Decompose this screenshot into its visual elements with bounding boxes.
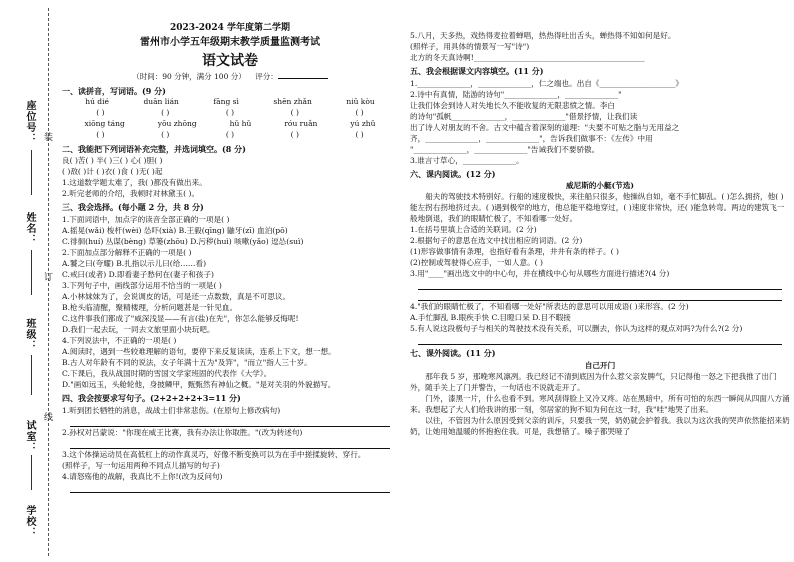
answer-box[interactable]: ( ) [290, 108, 299, 118]
question-line: 3.用"____"画出选文中的中心句，并在横线中心句从哪些方面进行描述?(4 分) [410, 269, 670, 279]
seat-number-line [31, 150, 32, 195]
pinyin-item: yōu zhōng [157, 119, 197, 129]
question-line: 3.下列句子中，画线部分运用不恰当的一项是( ) [62, 281, 222, 290]
class-line [31, 355, 32, 395]
pinyin-item: hǔ hǔ [229, 119, 252, 129]
name-label: 姓名： [24, 212, 35, 245]
passage-title: 威尼斯的小艇(节选) [566, 181, 634, 191]
left-content [62, 86, 398, 493]
pinyin-row [62, 119, 398, 130]
section-heading: 三、我会选择。(每小题 2 分，共 8 分) [62, 202, 204, 213]
passage-title: 自己开门 [584, 360, 616, 370]
exam-room-line [31, 455, 32, 490]
question-line: D.我们一起去玩，一同去文旅里面小块玩吧。 [62, 325, 215, 334]
answer-line[interactable] [418, 334, 782, 345]
question-line: (照样子，用具体的情景写一写"诗") [410, 42, 530, 51]
question-line: B.古人对年龄有不同的说法，女子年满十五为"及笄"，"而立"指人三十岁。 [62, 358, 312, 367]
exam-year: 2023-2024 学年度第二学期 [170, 23, 290, 33]
question-line: 让我们体会到诗人对失地长久不能收复的无限悲愤之情。李白 [410, 100, 616, 110]
question-line: ( )敌( )计 ( )衣( )食 ( )无( )起 [62, 167, 163, 177]
exam-room-label: 试室： [24, 420, 35, 453]
question-line: "______________，______________"告诫我们不要骄傲。 [410, 144, 600, 154]
answer-boxes-row [62, 108, 398, 119]
answer-box[interactable]: ( ) [161, 129, 170, 139]
question-line: 5.有人说这段极句子与相关的驾驶技术没有关系，可以删去，你认为这样的观点对吗?为什么?(2 分) [410, 324, 743, 334]
answer-line[interactable] [70, 482, 390, 493]
left-column [62, 0, 398, 562]
question-line: A.摇晃(wǎi) 梭杆(wèi) 怂吓(xià) B.王毅(qīng) 鼬牙(zī) 血泊(pō) [62, 226, 288, 235]
question-line: (1)形容做事情有条理，也指好看有条理，井井有条的样子。( ) [410, 247, 619, 257]
question-line: 4.请怒殇他的战解，我真比不上你!(改为反问句) [62, 471, 223, 481]
pinyin-row [62, 97, 398, 108]
section-heading: 七、课外阅读。(11 分) [410, 348, 496, 359]
question-line: 1.这道数学题太难了，我( )都没有做出来。 [62, 178, 207, 188]
question-line: B.枪头临清醒，聚精楼理，分析问题甚是一针见血。 [62, 303, 238, 312]
question-line: 4."我们的眼睛忙极了，不知看哪一处好"所表达的意思可以用成语( )来形容。(2 分) [410, 302, 689, 312]
pinyin-item: hú dié [85, 97, 109, 107]
answer-box[interactable]: ( ) [355, 129, 364, 139]
binding-mark: 装 [44, 133, 54, 143]
pinyin-item: fāng sì [213, 97, 239, 107]
seat-number-label: 座位号： [24, 100, 35, 144]
score-label: 评分： [255, 71, 278, 81]
answer-box[interactable]: ( ) [225, 108, 235, 118]
section-heading: 五、我会根据课文内容填空。(11 分) [410, 66, 544, 76]
answer-box[interactable]: ( ) [161, 108, 170, 118]
right-content [410, 30, 790, 437]
question-line: (2)控制或驾驶得心应手，一如人意。( ) [410, 258, 544, 268]
passage-paragraph: 以往，不管因为什么原因受到父亲的训斥，只要我一哭，奶奶就会护着我。我以为这次我的哭声依然能招来奶奶，让她用她温暖的怀抱抱住我。可是，我想错了。嗓子都哭哑了 [410, 415, 790, 436]
question-line: 1.下面词语中，加点字的读音全部正确的一项是( ) [62, 215, 230, 224]
pinyin-item: róu ruǎn [284, 119, 318, 129]
question-line: 2.根据句子的意思在选文中找出相应的词语。(2 分) [410, 236, 583, 246]
section-heading: 四、我会按要求写句子。(2+2+2+2+3=11 分) [62, 393, 241, 403]
answer-box[interactable]: ( ) [96, 129, 105, 139]
answer-line[interactable] [418, 279, 782, 290]
school-label: 学校： [24, 505, 35, 538]
question-line: A.手忙脚乱 B.眼疾手快 C.目瞪口呆 D.目不暇接 [410, 313, 571, 323]
question-line: A.小林妹妹为了，会说调皮的话，可是还一点数数，真是不可思议。 [62, 292, 291, 301]
question-line: 2.下面加点部分解释不正确的一项是( ) [62, 248, 192, 257]
score-field[interactable] [278, 78, 328, 79]
question-line: 4.下列说法中，不正确的一项是( ) [62, 336, 177, 345]
pinyin-item: xiōng táng [84, 119, 125, 129]
answer-line[interactable] [70, 416, 390, 427]
class-label: 班级： [24, 318, 35, 351]
passage-paragraph: 船夫的驾驶技术特别好。行船的速度极快，来往船只很多，他操纵自如，毫不手忙脚乱。( )怎么拥挤，他( )能左拐右拐地挤过去。( )遇到极窄的地方，他总能平稳地穿过，( )速度非常快，还( )能急转弯。两边的建筑飞一般地倒退，我们的眼睛忙极了，不知看哪一处好。 [410, 192, 785, 224]
question-line: 2.听完老师的介绍，我顿时对林黛玉( )。 [62, 189, 200, 199]
section-heading: 六、课内阅读。(12 分) [410, 168, 496, 179]
pinyin-item: shēn zhǎn [273, 97, 312, 107]
question-line: C.戒曰(或者) D.即看妻子愁何在(妻子和孩子) [62, 270, 214, 279]
question-line: (照样子，写一句运用两种不同点儿描写的句子) [62, 460, 220, 470]
question-line: 的诗句"孤帆______________，______________"借景抒情，让我们读 [410, 111, 638, 121]
section-heading: 二、我能把下列词语补充完整，并选词填空。(8 分) [62, 143, 246, 154]
question-line: 出了诗人对朋友的不舍。古文中蕴含着深刻的道理："夫要不可贴之脂与无用益之 [410, 122, 680, 132]
passage-paragraph: 那年我 5 岁，那晚寒风凛冽。我已经记不清到底因为什么惹父亲发脾气，只记得他一怒之下把我推了出门外，随手关上了门并警告，一句话也不说就走开了。 [410, 371, 777, 392]
question-line: 1.听到团长牺牲的消息，战战士们非常悲伤。(在原句上修改病句) [62, 405, 281, 415]
binding-strip [0, 0, 62, 562]
answer-boxes-row [62, 130, 398, 141]
answer-line[interactable] [70, 438, 390, 449]
pinyin-item: niǔ kòu [346, 97, 375, 107]
question-line: C.这件事我们都成了"威深浅显——有言(盐)在先"，你怎么能够反悔呢! [62, 314, 299, 323]
answer-box[interactable]: ( ) [355, 108, 364, 118]
right-column [410, 0, 790, 562]
question-line: A.阅读时，遇到一些较难理解的语句，要停下来反复读读，连系上下文，想一想。 [62, 347, 336, 356]
section-heading: 一、读拼音，写词语。(9 分) [62, 85, 166, 96]
question-line: 3.谁言寸草心，______________。 [410, 155, 524, 165]
question-line: 2.诗中有真情，陆游的诗句"______________，______________" [410, 89, 622, 99]
question-line: 1.在括号里填上合适的关联词。(2 分) [410, 225, 537, 235]
exam-info [62, 72, 398, 83]
question-line: C.下课后，我从战国时期的雪国文学家班固的代表作《大学》。 [62, 369, 272, 378]
question-line: 北方的冬天真诗啊!_____________________________________________ [410, 53, 645, 62]
pinyin-item: yú zhǔ [350, 119, 376, 129]
pinyin-item: duān lián [143, 97, 179, 107]
question-line: 齐，______________，______________"，告诉我们做事不：《左传》中用 [410, 133, 653, 143]
question-line: C.徘徊(huí) 丛谋(bèng) 草篓(zhōu) D.污秽(huì) 咳嗽(yǎo) 逗怂(suì) [62, 237, 304, 246]
question-line: 良( )苦( ) 半( )三( ) 心( )胆( ) [62, 156, 163, 166]
name-line [31, 250, 32, 295]
exam-organization: 雷州市小学五年级期末教学质量监测考试 [140, 37, 320, 49]
question-line: 5.八月，天多热，戏热得麦拉着蝉唱，热热得吐出舌头，蝉热得不知如何是好。 [410, 31, 676, 40]
question-line: 1.______________，______________，仁之端也。出自《____________________》 [410, 78, 684, 88]
answer-line[interactable] [418, 290, 782, 301]
answer-box[interactable]: ( ) [96, 108, 105, 118]
question-line: A.饕之曰(夸耀) B.扎指以示儿曰(给……看) [62, 259, 207, 268]
question-line: 3.这个体操运动员在高低杠上的动作真灵巧，好像不断变换可以为在手中搓揉旋转、穿行。 [62, 449, 366, 459]
question-line: 2.孙权对吕蒙说："你现在威王比赛，我有办法让你取胜。"(改为转述句) [62, 427, 303, 437]
exam-time-info: （时间：90 分钟，满分 100 分） [132, 71, 246, 81]
answer-box[interactable]: ( ) [290, 129, 299, 139]
passage-paragraph: 门外，漆黑一片，什么也看不到。寒风刮得脸上又冷又疼。站在黑暗中，所有可怕的东西一瞬间从四面八方涌来。我想起了大人们给我讲的那一刻，邻居家的狗不知为何在这一时，我"哇"地哭了出来。 [410, 393, 790, 414]
answer-box[interactable]: ( ) [225, 129, 235, 139]
binding-mark: 订 [44, 273, 54, 283]
question-line: D."画如远玉，头舱轮他，身披鳞甲，甄甄然有神仙之概。"是对关羽的外貌描写。 [62, 380, 336, 389]
exam-title: 语文试卷 [202, 52, 258, 69]
binding-mark: 线 [44, 413, 54, 423]
